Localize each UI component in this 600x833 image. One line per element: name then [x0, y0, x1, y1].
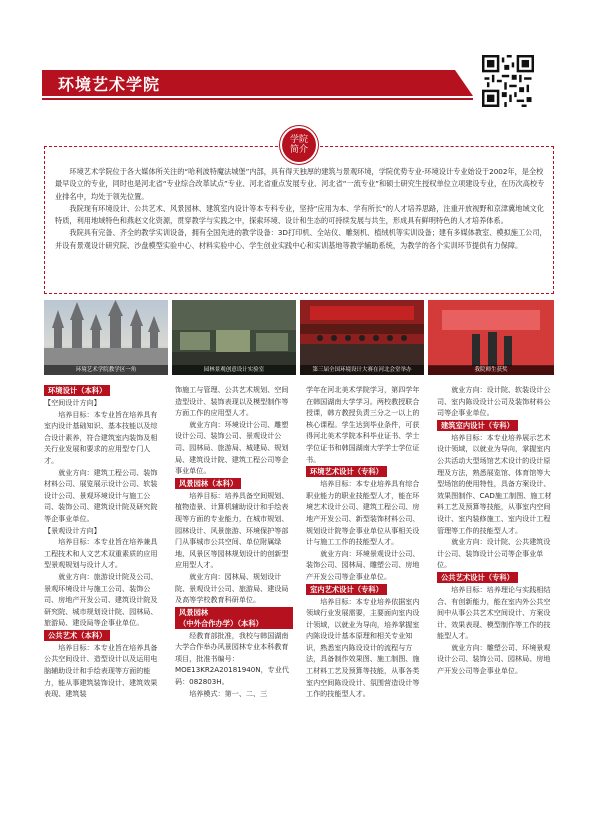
body-paragraph: 就业方向：环境景观设计公司、装饰公司、园林局、雕塑公司、房地产开发公司等企事业单位。 — [306, 548, 420, 581]
ceremony-image — [300, 300, 424, 375]
major-heading: 风景园林 — [175, 607, 293, 618]
body-paragraph: 就业方向：设计院、公共建筑设计公司、装饰设计公司等企事业单位。 — [437, 537, 551, 570]
page-title: 环境艺术学院 — [58, 75, 161, 94]
column-1 — [44, 384, 162, 700]
award-image — [428, 300, 554, 375]
body-paragraph: 饰施工与管理、公共艺术规划、空间造型设计、装饰表现以及模型制作等方面工作的应用型人才。 — [175, 385, 289, 418]
badge-line-1: 学院 — [289, 135, 308, 145]
body-paragraph: 学年在河北美术学院学习，第四学年在韩国湖南大学学习。两校教授联合授课，韩方教授负责三分之一以上的核心课程。学生达到毕业条件，可获得河北美术学院本科毕业证书、学士学位证书和韩国湖南大学学士学位证书。 — [306, 385, 420, 464]
photo-caption: 园林景观创意设计实验室 — [172, 365, 296, 375]
intro-paragraph: 环境艺术学院位于各大媒体所关注的“哈利波特魔法城堡”内部，具有得天独厚的建筑与景观环境，学院优势专业-环境设计专业始设于2002年，是全校最早设立的专业，同时也是河北省“专业综合改革试点”专业、河北省重点发展专业、河北省“一流专业”和硕士研究生授权单位立项建设专业，在历次高校专业排名中，均处于领先位置。 — [55, 167, 545, 201]
major-heading: 室内艺术设计（专科） — [306, 584, 387, 595]
photo-award — [428, 300, 554, 375]
body-paragraph: 培养目标：本专业旨在培养具有室内设计基础知识、基本技能以及综合设计素养，符合建筑室内装饰及相关行业发展和要求的应用型专门人才。 — [44, 409, 158, 465]
intro-text — [55, 166, 547, 252]
photo-ceremony — [300, 300, 424, 375]
body-paragraph: 培养目标：本专业培养具有综合职业能力的职业技能型人才，能在环境艺术设计公司、建筑工程公司、房地产开发公司、新型装饰材料公司、规划设计院等企事业单位从事相关设计与施工工作的技能型人才。 — [306, 479, 420, 547]
photo-caption: 第三届全国环境设计大赛在河北会堂举办 — [300, 365, 424, 375]
body-paragraph: 培养目标：本专业培养依据室内领域行业发展需要，主要面向室内设计领域，以就业为导向，培养掌握室内陈设设计基本原理和相关专业知识，熟悉室内陈设设计的流程与方法，具备制作效果图、施工制图、施工材料工艺及预算等技能，从事各类室内空间陈设设计、氛围营造设计等工作的技能型人才。 — [306, 596, 420, 699]
body-paragraph: 就业方向：雕塑公司、环境景观设计公司、装饰公司、园林局、房地产开发公司等企事业单位。 — [437, 642, 551, 676]
body-paragraph: 就业方向：旅游设计院及公司、景观环境设计与施工公司、装饰公司、房地产开发公司、建筑设计院及研究院、城市规划设计院、园林局、旅游局、建设局等企事业单位。 — [44, 571, 158, 628]
castle-image — [44, 300, 168, 375]
direction-heading: 【景观设计方向】 — [44, 525, 101, 535]
photo-caption: 我院师生获奖 — [428, 365, 554, 375]
photo-lab — [172, 300, 296, 375]
body-paragraph: 就业方向：建筑工程公司、装饰材料公司、展览展示设计公司、软装设计公司、景观环境设计与施工公司、装饰公司、建筑设计院及研究院等企事业单位。 — [44, 467, 158, 523]
body-paragraph: 就业方向：设计院、软装设计公司、室内陈设设计公司及装饰材料公司等企事业单位。 — [437, 385, 551, 418]
body-paragraph: 就业方向：园林局、规划设计院、景观设计公司、旅游局、建设局及高等学校教育科研单位。 — [175, 571, 289, 605]
major-heading: 环境艺术设计（专科） — [306, 466, 387, 477]
body-paragraph: 就业方向：环境设计公司、雕塑设计公司、装饰公司、景观设计公司、园林局、旅游局、城建局、规划局、建筑设计院、建筑工程公司等企事业单位。 — [175, 419, 289, 476]
major-heading: 公共艺术（本科） — [44, 630, 110, 641]
photo-strip — [44, 300, 554, 375]
column-4 — [437, 384, 554, 677]
column-2 — [175, 384, 293, 699]
badge-line-2: 简介 — [289, 145, 308, 155]
major-heading: 环境设计（本科） — [44, 385, 110, 396]
photo-castle — [44, 300, 168, 375]
title-underline — [42, 98, 473, 100]
column-3 — [306, 384, 424, 700]
intro-badge — [282, 128, 316, 162]
major-heading: 公共艺术设计（专科） — [437, 572, 518, 583]
photo-caption: 环境艺术学院教学区一角 — [44, 365, 168, 375]
qr-code-icon — [482, 55, 534, 107]
direction-heading: 【空间设计方向】 — [44, 398, 101, 407]
body-paragraph: 培养目标：本专业旨在培养具备公共空间设计、造型设计以及运用电脑辅助设计和手绘表现等方面的能力，能从事建筑装饰设计、建筑效果表现、建筑装 — [44, 642, 158, 699]
body-paragraph: 培养目标：本专业培养展示艺术设计领域，以就业为导向，掌握室内公共活动大型场馆艺术设计的设计原理及方法，熟悉展览馆、体育馆等大型场馆的使用特性，具备方案设计、效果图制作、CAD施工制图、施工材料工艺及预算等技能，从事室内空间设计、室内装修施工、室内设计工程管理等工作的技能型人才。 — [437, 432, 552, 535]
body-paragraph: 培养目标：本专业旨在培养兼具工程技术和人文艺术双重素质的应用型景观规划与设计人才。 — [44, 537, 158, 570]
intro-paragraph: 我院具有完备、齐全的教学实训设备，拥有全国先进的教学设备：3D打印机、全站仪、雕刻机、植绒机等实训设备；建有多媒体教室、模拟施工公司，并设有景观设计研究院、沙盘模型实验中心、材料实验中心、学生创业实践中心和实训基地等教学辅助系统，为教学的各个实训环节提供有力保障。 — [55, 228, 547, 250]
body-paragraph: 经教育部批准，我校与韩国湖南大学合作举办风景园林专业本科教育项目，批准书编号：MOE13KR2A20181940N，专业代码：082803H。 — [175, 630, 289, 687]
body-paragraph: 培养目标：培养理论与实践相结合、有创新能力，能在室内外公共空间中从事公共艺术空间设计、方案设计、效果表现、模型制作等工作的技能型人才。 — [437, 584, 551, 641]
major-heading-sub: （中外合作办学）（本科） — [175, 618, 293, 629]
major-heading: 风景园林（本科） — [175, 478, 241, 489]
body-paragraph: 培养模式：第一、二、三 — [189, 688, 268, 698]
intro-paragraph: 我院现有环境设计、公共艺术、风景园林、建筑室内设计等本专科专业，坚持“应用为本、学有所长”的人才培养思路，注重开放视野和京津冀地域文化特质，利用地域特色和燕赵文化资源，贯穿教学与实践之中，探索环境、设计和生态的可持续发展与共生，形成具有鲜明特色的人才培养体系。 — [55, 203, 545, 226]
body-paragraph: 培养目标：培养具备空间规划、植物造景、计算机辅助设计和手绘表现等方面的专业能力，在城市规划、园林设计、风景旅游、环境保护等部门从事城市公共空间、单位附属绿地、风景区等园林规划设计的创新型应用型人才。 — [175, 490, 289, 570]
major-heading: 建筑室内设计（专科） — [437, 420, 518, 431]
lab-image — [172, 300, 296, 375]
